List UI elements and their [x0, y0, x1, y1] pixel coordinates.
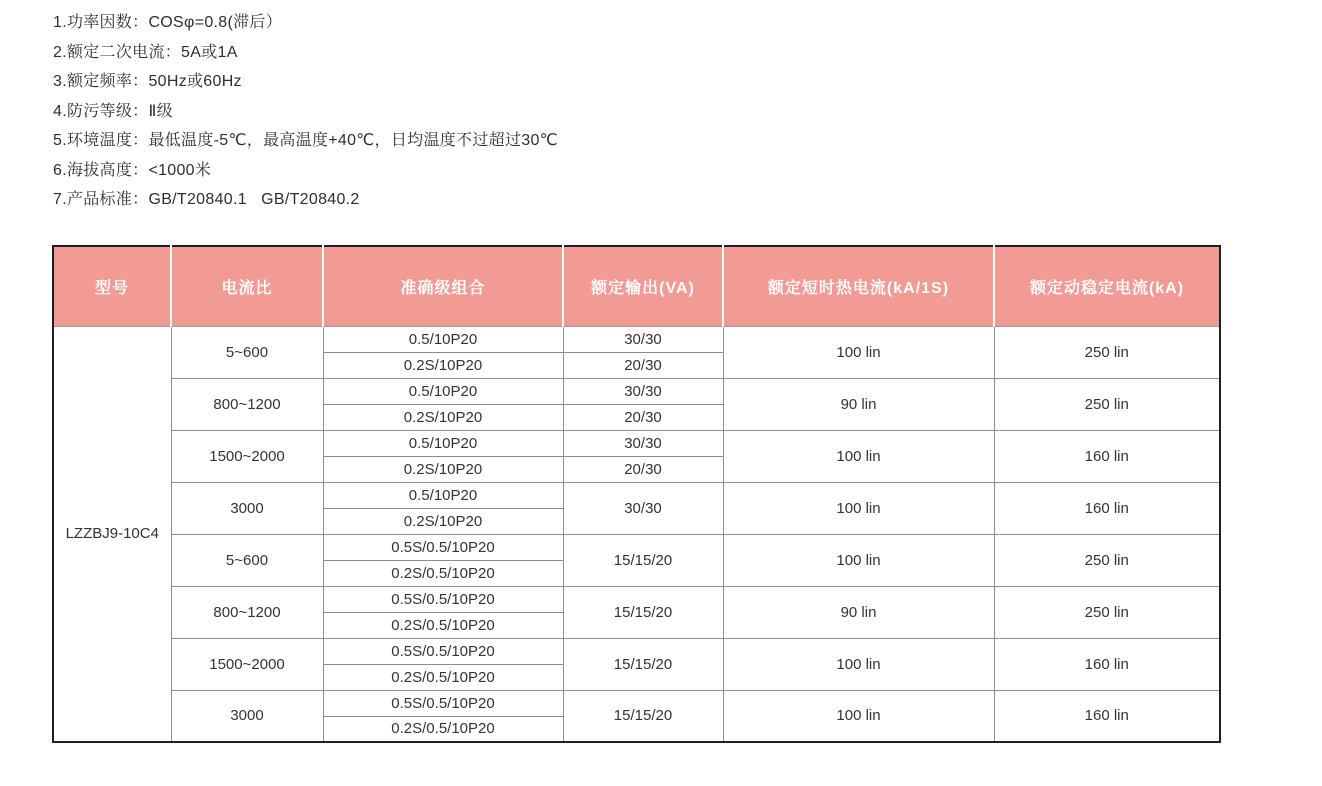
output-cell: 15/15/20	[563, 638, 723, 690]
ratio-cell: 1500~2000	[171, 638, 323, 690]
spec-table	[52, 245, 1221, 743]
dynamic-cell: 160 lin	[994, 690, 1220, 742]
header-row	[53, 246, 1220, 326]
thermal-cell: 100 lin	[723, 534, 994, 586]
output-cell: 30/30	[563, 482, 723, 534]
table-row	[53, 326, 1220, 352]
table-row	[53, 430, 1220, 456]
thermal-cell: 90 lin	[723, 378, 994, 430]
accuracy-cell: 0.5S/0.5/10P20	[323, 534, 563, 560]
accuracy-cell: 0.5S/0.5/10P20	[323, 638, 563, 664]
accuracy-cell: 0.2S/10P20	[323, 456, 563, 482]
dynamic-cell: 160 lin	[994, 482, 1220, 534]
dynamic-cell: 160 lin	[994, 638, 1220, 690]
header-rated-output: 额定输出(VA)	[563, 246, 723, 326]
thermal-cell: 100 lin	[723, 326, 994, 378]
table-row	[53, 534, 1220, 560]
spec-note-power-factor: 1.功率因数：COSφ=0.8(滞后）	[53, 14, 283, 31]
accuracy-cell: 0.5S/0.5/10P20	[323, 690, 563, 716]
output-cell: 20/30	[563, 404, 723, 430]
output-cell: 30/30	[563, 378, 723, 404]
model-cell: LZZBJ9-10C4	[53, 326, 171, 742]
accuracy-cell: 0.2S/0.5/10P20	[323, 612, 563, 638]
output-cell: 30/30	[563, 326, 723, 352]
table-row	[53, 638, 1220, 664]
output-cell: 15/15/20	[563, 586, 723, 638]
spec-notes	[53, 8, 558, 215]
accuracy-cell: 0.2S/10P20	[323, 352, 563, 378]
table-row	[53, 482, 1220, 508]
output-cell: 15/15/20	[563, 690, 723, 742]
output-cell: 20/30	[563, 352, 723, 378]
output-cell: 15/15/20	[563, 534, 723, 586]
accuracy-cell: 0.2S/10P20	[323, 404, 563, 430]
output-cell: 30/30	[563, 430, 723, 456]
thermal-cell: 90 lin	[723, 586, 994, 638]
header-model: 型号	[53, 246, 171, 326]
table-row	[53, 690, 1220, 716]
accuracy-cell: 0.5/10P20	[323, 326, 563, 352]
dynamic-cell: 250 lin	[994, 378, 1220, 430]
accuracy-cell: 0.2S/10P20	[323, 508, 563, 534]
dynamic-cell: 250 lin	[994, 534, 1220, 586]
accuracy-cell: 0.2S/0.5/10P20	[323, 716, 563, 742]
ratio-cell: 3000	[171, 482, 323, 534]
spec-note-pollution-class: 4.防污等级：Ⅱ级	[53, 102, 173, 120]
accuracy-cell: 0.2S/0.5/10P20	[323, 560, 563, 586]
accuracy-cell: 0.5/10P20	[323, 430, 563, 456]
ratio-cell: 1500~2000	[171, 430, 323, 482]
spec-note-secondary-current: 2.额定二次电流：5A或1A	[53, 43, 238, 61]
output-cell: 20/30	[563, 456, 723, 482]
spec-note-ambient-temperature: 5.环境温度：最低温度-5℃，最高温度+40℃，日均温度不过超过30℃	[53, 132, 558, 149]
ratio-cell: 5~600	[171, 534, 323, 586]
thermal-cell: 100 lin	[723, 690, 994, 742]
spec-note-altitude: 6.海拔高度：<1000米	[53, 161, 212, 179]
header-thermal-current: 额定短时热电流(kA/1S)	[723, 246, 994, 326]
header-accuracy-combo: 准确级组合	[323, 246, 563, 326]
spec-note-frequency: 3.额定频率：50Hz或60Hz	[53, 73, 242, 90]
header-dynamic-current: 额定动稳定电流(kA)	[994, 246, 1220, 326]
accuracy-cell: 0.2S/0.5/10P20	[323, 664, 563, 690]
ratio-cell: 800~1200	[171, 586, 323, 638]
accuracy-cell: 0.5S/0.5/10P20	[323, 586, 563, 612]
spec-table-container	[52, 245, 1221, 743]
table-row	[53, 378, 1220, 404]
ratio-cell: 5~600	[171, 326, 323, 378]
accuracy-cell: 0.5/10P20	[323, 378, 563, 404]
dynamic-cell: 250 lin	[994, 326, 1220, 378]
thermal-cell: 100 lin	[723, 430, 994, 482]
ratio-cell: 3000	[171, 690, 323, 742]
spec-table-header	[53, 246, 1220, 326]
spec-note-product-standard: 7.产品标准：GB/T20840.1 GB/T20840.2	[53, 191, 360, 208]
thermal-cell: 100 lin	[723, 638, 994, 690]
ratio-cell: 800~1200	[171, 378, 323, 430]
dynamic-cell: 250 lin	[994, 586, 1220, 638]
table-row	[53, 586, 1220, 612]
header-current-ratio: 电流比	[171, 246, 323, 326]
spec-table-body	[53, 326, 1220, 742]
dynamic-cell: 160 lin	[994, 430, 1220, 482]
accuracy-cell: 0.5/10P20	[323, 482, 563, 508]
thermal-cell: 100 lin	[723, 482, 994, 534]
